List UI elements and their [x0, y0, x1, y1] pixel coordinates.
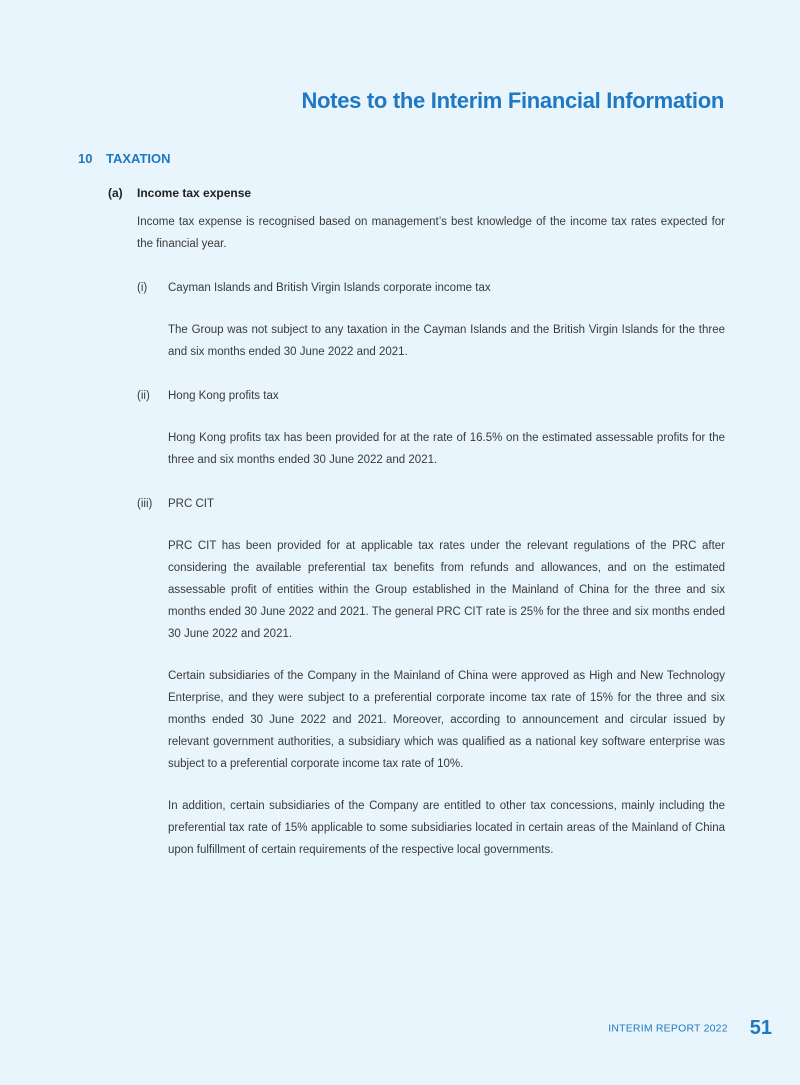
page-footer: [608, 1017, 772, 1040]
report-name: INTERIM REPORT 2022: [608, 1022, 728, 1035]
subsection-label: (a): [108, 186, 123, 200]
item-paragraph: In addition, certain subsidiaries of the Company are entitled to other tax concessions, mainly including the preferential tax rate of 15% applicable to some subsidiaries located in certain areas of the Mainland of China upon fulfillment of certain requirements of the respective local governments.: [168, 800, 725, 856]
item-paragraph: Certain subsidiaries of the Company in the Mainland of China were approved as High and New Technology Enterprise, and they were subject to a preferential corporate income tax rate of 15% for the three and six months ended 30 June 2022 and 2021. Moreover, according to announcement and circular issued by relevant government authorities, a subsidiary which was qualified as a national key software enterprise was subject to a preferential corporate income tax rate of 10%.: [168, 670, 725, 770]
item-heading-i: [137, 277, 491, 299]
item-title: Hong Kong profits tax: [168, 390, 279, 402]
page-title: Notes to the Interim Financial Information: [301, 88, 724, 113]
intro-paragraph: Income tax expense is recognised based on management’s best knowledge of the income tax rates expected for the financial year.: [137, 216, 725, 250]
item-paragraph: The Group was not subject to any taxation in the Cayman Islands and the British Virgin Islands for the three and six months ended 30 June 2022 and 2021.: [168, 324, 725, 358]
item-label: (i): [137, 282, 148, 294]
item-title: PRC CIT: [168, 498, 214, 510]
subsection-title: Income tax expense: [137, 186, 252, 200]
item-label: (iii): [137, 498, 153, 510]
item-heading-ii: [137, 385, 279, 407]
item-label: (ii): [137, 390, 150, 402]
page-number: 51: [749, 1017, 772, 1039]
subsection-heading: [108, 186, 251, 200]
section-heading: [78, 151, 171, 166]
item-paragraph: Hong Kong profits tax has been provided for at the rate of 16.5% on the estimated assessable profits for the three and six months ended 30 June 2022 and 2021.: [168, 432, 725, 466]
item-paragraph: PRC CIT has been provided for at applicable tax rates under the relevant regulations of the PRC after considering the available preferential tax benefits from refunds and allowances, and on the estimated assessable profit of entities within the Group established in the Mainland of China for the three and six months ended 30 June 2022 and 2021. The general PRC CIT rate is 25% for the three and six months ended 30 June 2022 and 2021.: [168, 540, 725, 640]
item-heading-iii: [137, 493, 214, 515]
section-number: 10: [78, 151, 93, 166]
item-title: Cayman Islands and British Virgin Islands corporate income tax: [168, 282, 491, 294]
section-title: TAXATION: [106, 151, 171, 166]
